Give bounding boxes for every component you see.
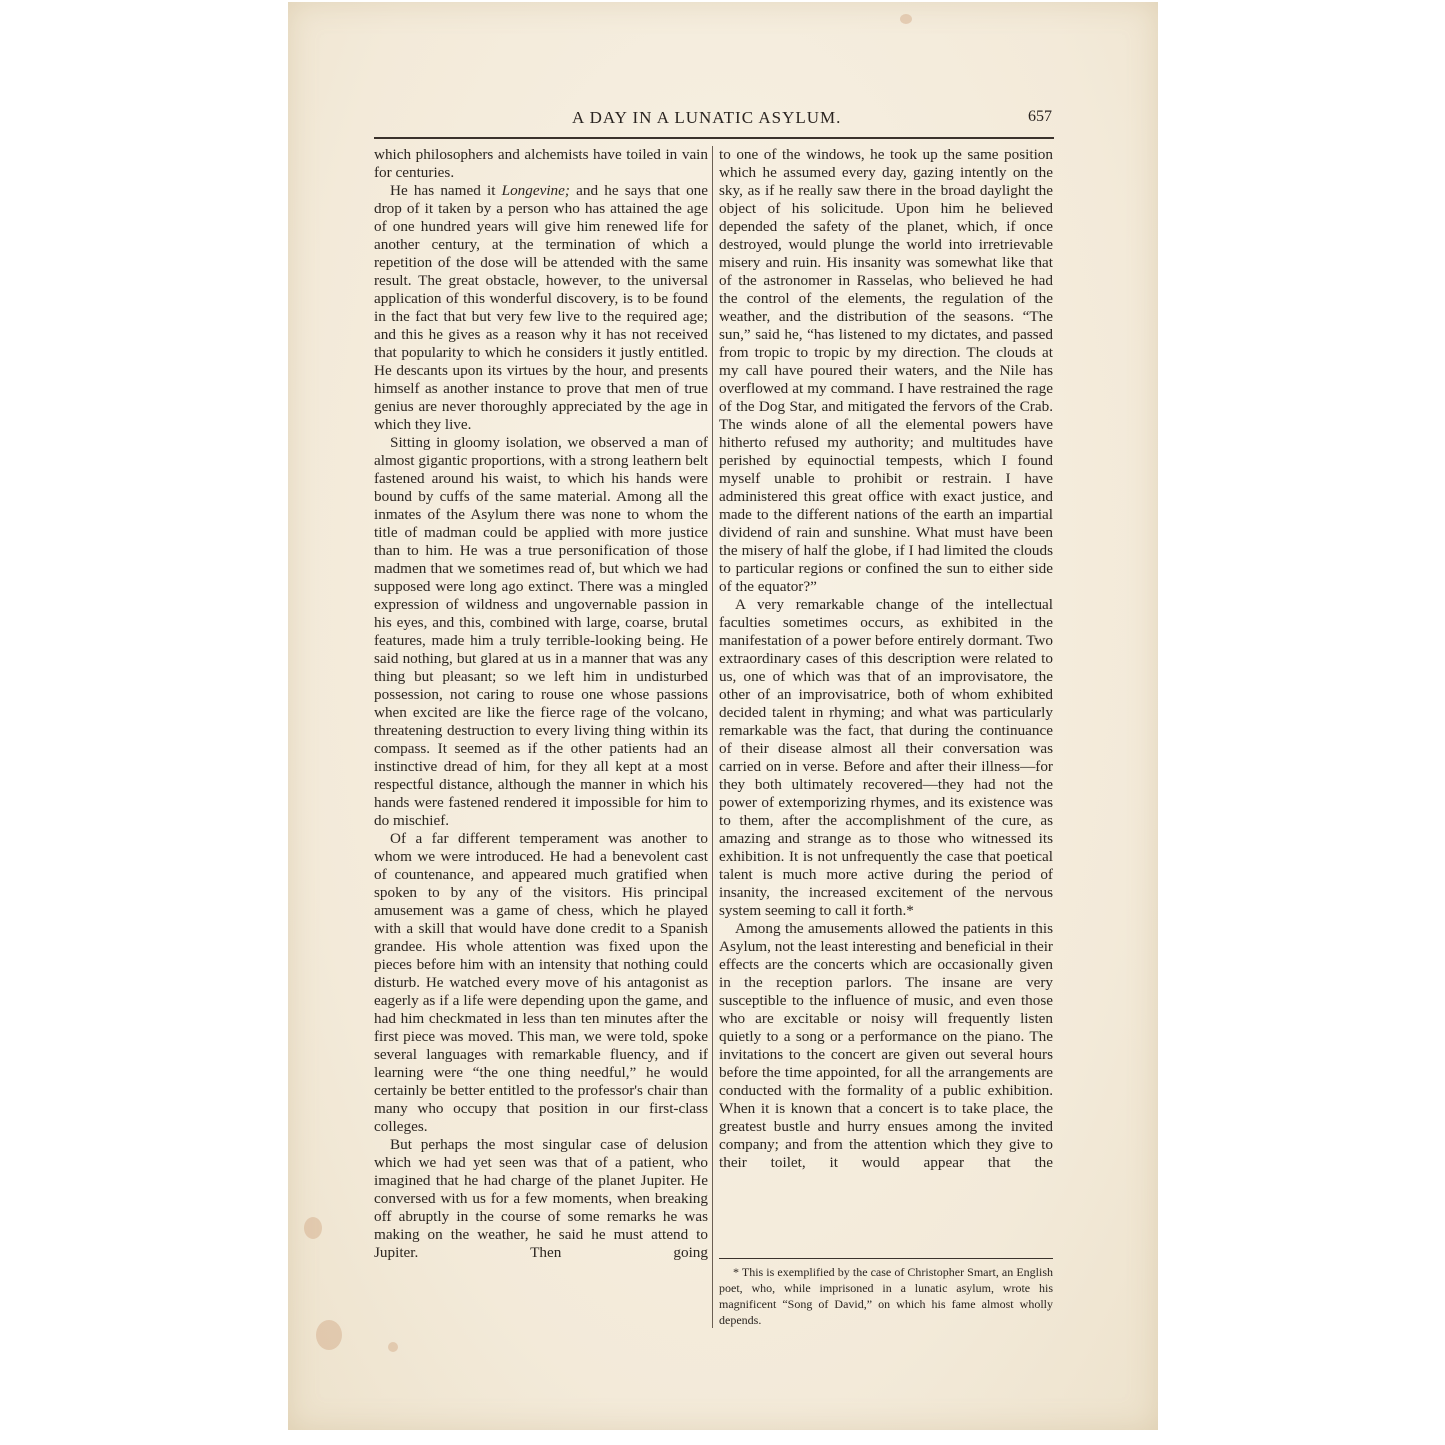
paragraph: But perhaps the most singular case of delusion which we had yet seen was that of a patient, who imagined that he had charge of the planet Jupiter. He conversed with us for a few moments, when breaking off abruptly in the course of some remarks he was making on the weather, he said he must attend to Jupiter. Then going bbox=[374, 1136, 708, 1261]
paragraph: Of a far different temperament was another to whom we were introduced. He had a benevolent cast of countenance, and appeared much gratified when spoken to by any of the visitors. His principal amusement was a game of chess, which he played with a skill that would have done credit to a Spanish grandee. His whole attention was fixed upon the pieces before him with an intensity that nothing could disturb. He watched every move of his antagonist as eagerly as if a life were depending upon the game, and had him checkmated in less than ten minutes after the first piece was moved. This man, we were told, spoke several languages with remarkable fluency, and if learning were “the one thing needful,” he would certainly be better entitled to the professor's chair than many who occupy that position in our first-class colleges. bbox=[374, 830, 708, 1135]
paragraph: to one of the windows, he took up the same position which he assumed every day, gazing intently on the sky, as if he really saw there in the broad daylight the object of his solicitude. Upon him he believed depended the safety of the planet, which, if once destroyed, would plunge the world into irretrievable misery and ruin. His insanity was somewhat like that of the astronomer in Rasselas, who believed he had the control of the elements, the regulation of the weather, and the distribution of the seasons. “The sun,” said he, “has listened to my dictates, and passed from tropic to tropic by my direction. The clouds at my call have poured their waters, and the Nile has overflowed at my command. I have restrained the rage of the Dog Star, and mitigated the fervors of the Crab. The winds alone of all the elemental powers have hitherto refused my authority; and multitudes have perished by equinoctial tempests, which I found myself unable to prohibit or restrain. I have administered this great office with exact justice, and made to the different nations of the earth an impartial dividend of rain and sunshine. What must have been the misery of half the globe, if I had limited the clouds to particular regions or confined the sun to either side of the equator?” bbox=[719, 146, 1053, 595]
italic-term: Longevine; bbox=[501, 182, 570, 199]
page-header bbox=[374, 108, 1054, 132]
paragraph: Sitting in gloomy isolation, we observed a man of almost gigantic proportions, with a strong leathern belt fastened around his waist, to which his hands were bound by cuffs of the same material. Among all the inmates of the Asylum there was none to whom the title of madman could be applied with more justice than to him. He was a true personification of those madmen that we sometimes read of, but which we had supposed were long ago extinct. There was a mingled expression of wildness and ungovernable passion in his eyes, and this, combined with large, coarse, brutal features, made him a truly terrible-looking being. He said nothing, but glared at us in a manner that was any thing but pleasant; so we left him in undisturbed possession, not caring to rouse one whose passions when excited are like the fierce rage of the volcano, threatening destruction to every living thing within its compass. It seemed as if the other patients had an instinctive dread of him, for they all kept at a most respectful distance, although the manner in which his hands were fastened rendered it impossible for him to do mischief. bbox=[374, 434, 708, 829]
paragraph bbox=[374, 182, 708, 434]
footnote bbox=[719, 1264, 1053, 1328]
page-number: 657 bbox=[1028, 108, 1052, 125]
paragraph: Among the amusements allowed the patients in this Asylum, not the least interesting and beneficial in their effects are the concerts which are occasionally given in the reception parlors. The insane are very susceptible to the influence of music, and even those who are excitable or noisy will frequently listen quietly to a song or a performance on the piano. The invitations to the concert are given out several hours before the time appointed, for all the arrangements are conducted with the formality of a public exhibition. When it is known that a concert is to take place, the greatest bustle and hurry ensues among the invited company; and from the attention which they give to their toilet, it would appear that the bbox=[719, 920, 1053, 1171]
foxing-stain bbox=[388, 1342, 398, 1352]
foxing-stain bbox=[900, 14, 912, 24]
column-divider bbox=[712, 146, 713, 1328]
foxing-stain bbox=[304, 1217, 322, 1239]
right-column bbox=[719, 146, 1053, 1172]
paragraph: which philosophers and alchemists have toiled in vain for centuries. bbox=[374, 146, 708, 181]
footnote-text: * This is exemplified by the case of Christopher Smart, an English poet, who, while imprisoned in a lunatic asylum, wrote his magnificent “Song of David,” on which his fame almost wholly depends. bbox=[719, 1265, 1053, 1327]
text-run: He has named it bbox=[390, 182, 502, 199]
left-column bbox=[374, 146, 708, 1262]
foxing-stain bbox=[316, 1320, 342, 1350]
header-rule bbox=[374, 137, 1054, 139]
footnote-rule bbox=[719, 1258, 1053, 1259]
text-run: and he says that one drop of it taken by a person who has attained the age of one hundred years will give him renewed life for another century, at the termination of which a repetition of the dose will be attended with the same result. The great obstacle, however, to the universal application of this wonderful discovery, is to be found in the fact that but very few live to the required age; and this he gives as a reason why it has not received that popularity to which he considers it justly entitled. He descants upon its virtues by the hour, and presents himself as another instance to prove that men of true genius are never thoroughly appreciated by the age in which they live. bbox=[374, 182, 708, 433]
paragraph: A very remarkable change of the intellectual faculties sometimes occurs, as exhibited in the manifestation of a power before entirely dormant. Two extraordinary cases of this description were related to us, one of which was that of an improvisatore, the other of an improvisatrice, both of whom exhibited decided talent in rhyming; and what was particularly remarkable was the fact, that during the continuance of their disease almost all their conversation was carried on in verse. Before and after their illness—for they both ultimately recovered—they had not the power of extemporizing rhymes, and its existence was to them, after the accomplishment of the cure, as amazing and strange as to those who witnessed its exhibition. It is not unfrequently the case that poetical talent is much more active during the period of insanity, the increased excitement of the nervous system seeming to call it forth.* bbox=[719, 596, 1053, 919]
running-title: A DAY IN A LUNATIC ASYLUM. bbox=[572, 108, 842, 127]
